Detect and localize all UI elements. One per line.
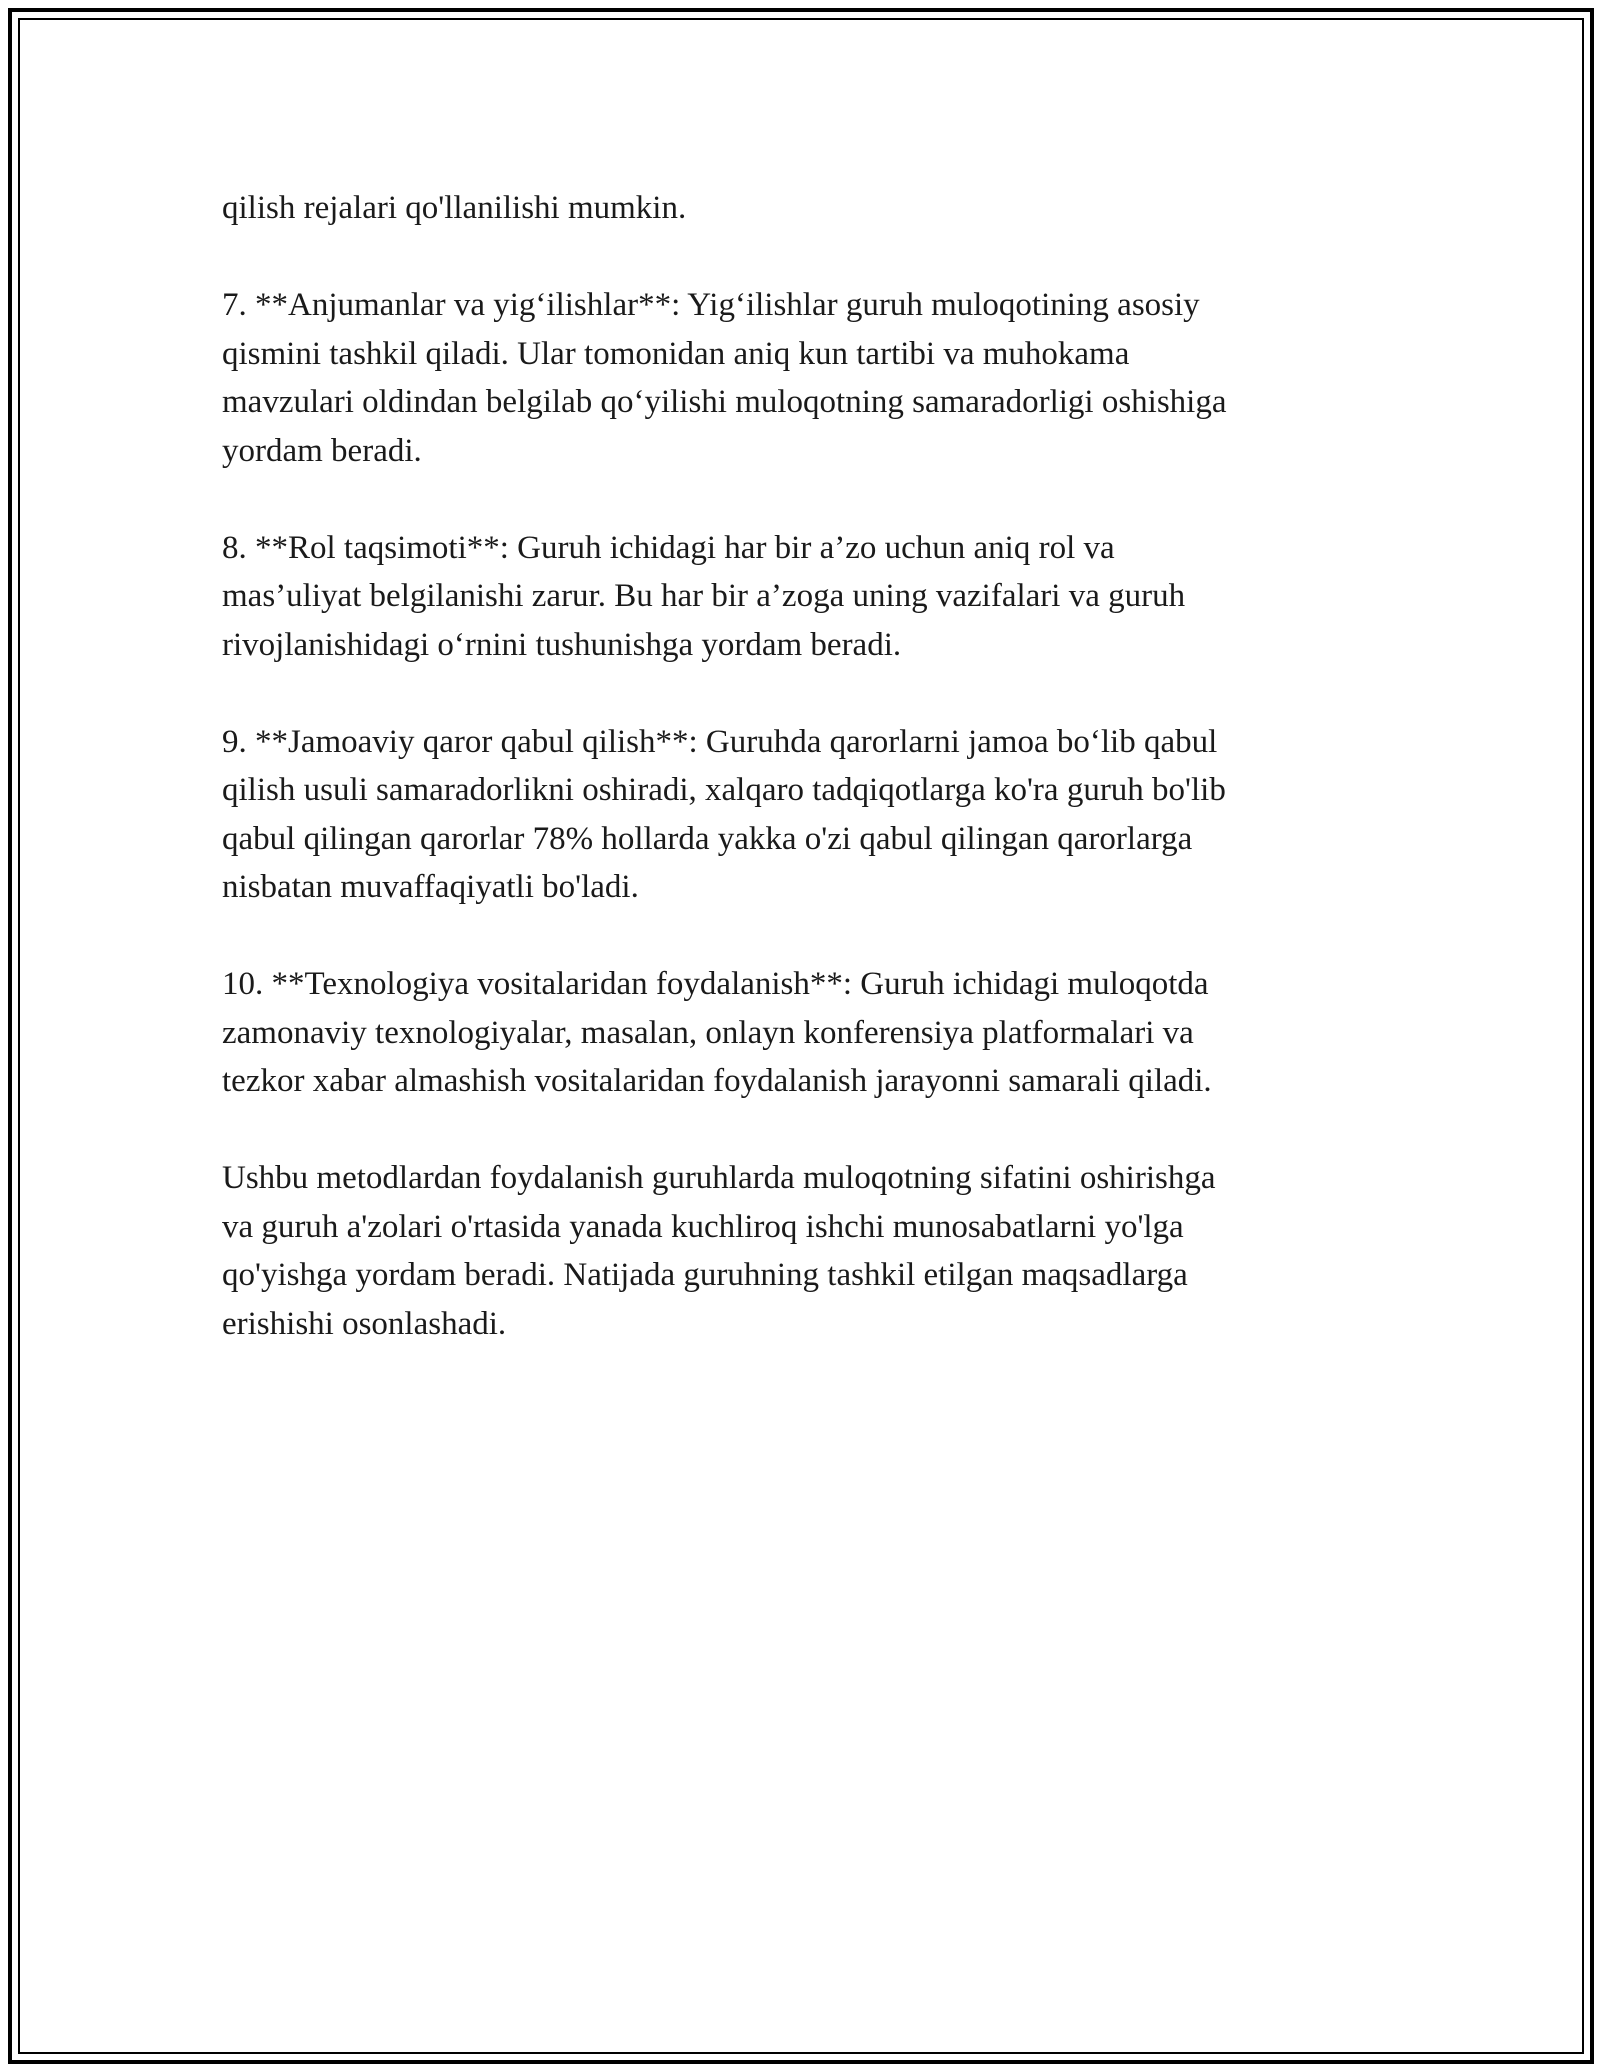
document-body <box>222 184 1372 1397</box>
paragraph-item-7: 7. **Anjumanlar va yig‘ilishlar**: Yig‘ilishlar guruh muloqotining asosiy qismini tashkil qiladi. Ular tomonidan aniq kun tartibi va muhokama mavzulari oldindan belgilab qo‘yilishi muloqotning samaradorligi oshishiga yordam beradi. <box>222 287 1227 469</box>
paragraph-item-10: 10. **Texnologiya vositalaridan foydalanish**: Guruh ichidagi muloqotda zamonaviy texnologiyalar, masalan, onlayn konferensiya platformalari va tezkor xabar almashish vositalaridan foydalanish jarayonni samarali qiladi. <box>222 966 1212 1099</box>
paragraph-continuation: qilish rejalari qo'llanilishi mumkin. <box>222 190 687 226</box>
paragraph-conclusion: Ushbu metodlardan foydalanish guruhlarda muloqotning sifatini oshirishga va guruh a'zolari o'rtasida yanada kuchliroq ishchi munosabatlarni yo'lga qo'yishga yordam beradi. Natijada guruhning tashkil etilgan maqsadlarga erishishi osonlashadi. <box>222 1160 1216 1342</box>
paragraph-item-8: 8. **Rol taqsimoti**: Guruh ichidagi har bir a’zo uchun aniq rol va mas’uliyat belgilanishi zarur. Bu har bir a’zoga uning vazifalari va guruh rivojlanishidagi o‘rnini tushunishga yordam beradi. <box>222 529 1186 663</box>
paragraph-item-9: 9. **Jamoaviy qaror qabul qilish**: Guruhda qarorlarni jamoa bo‘lib qabul qilish usuli samaradorlikni oshiradi, xalqaro tadqiqotlarga ko'ra guruh bo'lib qabul qilingan qarorlar 78% hollarda yakka o'zi qabul qilingan qarorlarga nisbatan muvaffaqiyatli bo'ladi. <box>222 723 1226 905</box>
